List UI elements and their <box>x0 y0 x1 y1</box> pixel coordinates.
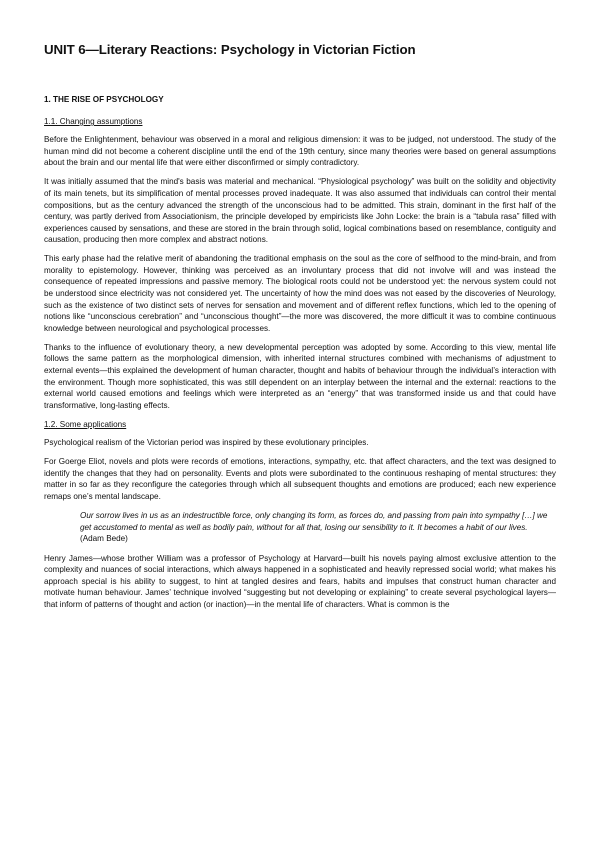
paragraph-5: Psychological realism of the Victorian period was inspired by these evolutionary principles. <box>44 437 369 447</box>
paragraph-2: It was initially assumed that the mind's basis was material and mechanical. “Physiological psychology” was built on the solidity and objectivity of its main tenets, but its simplification of mental processes proved inadequate. It was also assumed that individuals can control their mental compositions, but as the century advanced the strength of the unconscious had to be admitted. This strain, dominant in the first half of the century, was partly derived from Associationism, the principle developed by empiricists like John Locke: the brain is a “tabula rasa” filled with experiences caused by sensations, and these are stored in the brain through solid, logical combinations based on resemblance, contiguity and causation, producing then more complex and abstract notions. <box>44 177 556 245</box>
paragraph-4: Thanks to the influence of evolutionary theory, a new developmental perception was adopted by some. According to this view, mental life follows the same pattern as the morphological dimension, with inherited internal structures combined with mechanisms of adjustment to external events—this explained the development of human character, thought and habits of behaviour through the individual’s interaction with the environment. Though more sophisticated, this was still dependent on an interplay between the internal and the external: reactions to the external world caused emotions and feelings which were interpreted as an “energy” that was transformed inside us and that could have transformative, long-lasting effects. <box>44 342 556 410</box>
block-quote <box>80 510 548 545</box>
document-title: UNIT 6—Literary Reactions: Psychology in Victorian Fiction <box>44 42 416 57</box>
paragraph-6: For Goerge Eliot, novels and plots were records of emotions, interactions, sympathy, etc. that affect characters, and the text was designed to identify the changes that they had on personality. Events and plots were subordinated to the continuous reshaping of mental structures: they matter in so far as they reconfigure the categories through which all subsequent thoughts and emotions are produced; each new experience remaps one’s mental landscape. <box>44 457 556 501</box>
paragraph-3: This early phase had the relative merit of abandoning the traditional emphasis on the soul as the core of selfhood to the mind-brain, and from morality to epistemology. However, thinking was perceived as an involuntary process that did not involve will and was instead the consequence of repeated impressions and passive memory. The biological roots could not be understood yet: the nervous system could not be understood since electricity was not considered yet. The uncertainty of how the mind does was not eased by the discoveries of Neurology, such as the existence of two distinct sets of nerves for sensation and movement and of different reflex functions, which led to the opening of notions like “unconscious cerebration” and “unconscious thought”—the more was discovered, the more difficult it was to combine continuous knowledge between neurological and psychological processes. <box>44 254 556 333</box>
quote-text: Our sorrow lives in us as an indestructible force, only changing its form, as forces do, and passing from pain into sympathy […] we get accustomed to mental as well as bodily pain, without for all that, losing our sensibility to it. It becomes a habit of our lives. <box>80 511 548 532</box>
subsection-heading-some-applications: 1.2. Some applications <box>44 419 127 429</box>
document-body <box>44 94 556 618</box>
section-heading: 1. THE RISE OF PSYCHOLOGY <box>44 95 164 104</box>
paragraph-7: Henry James—whose brother William was a professor of Psychology at Harvard—built his novels paying almost exclusive attention to the complexity and nuances of social interactions, which always happened in a sophisticated and heavily repressed social world; what makes his approach special is his ability to suggest, to hint at tangled desires and fears, habits and impulses that construct human character and motivate human behaviour. James’ technique involved “suggesting but not developing or explaining” to create several psychological layers—that inform of patterns of thought and action (or inaction)—in the mental life of characters. What is common is the <box>44 553 556 609</box>
paragraph-1: Before the Enlightenment, behaviour was observed in a moral and religious dimension: it was to be judged, not understood. The study of the human mind did not become a coherent discipline until the end of the 19th century, since many theories were based on general assumptions about the brain and our mental life that were either disconfirmed or simply contradictory. <box>44 135 556 168</box>
subsection-heading-changing-assumptions: 1.1. Changing assumptions <box>44 117 143 127</box>
quote-source: (Adam Bede) <box>80 534 128 544</box>
